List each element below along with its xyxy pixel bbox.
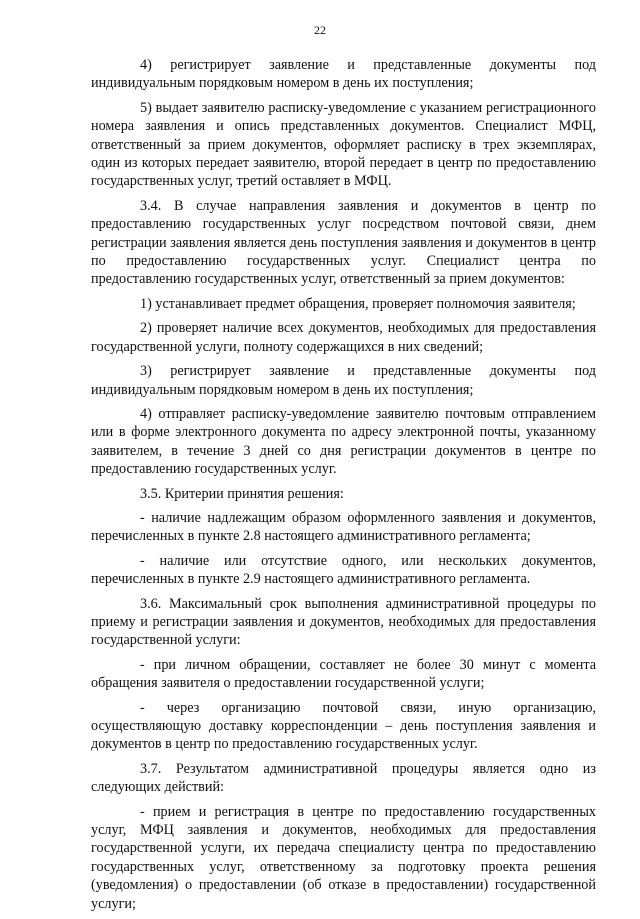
paragraph-item-4-send-receipt: 4) отправляет расписку-уведомление заявителю почтовым отправлением или в форме электронного документа по адресу электронной почты, указанному заявителем, в течение 3 дней со дня регистрации документов в центре по предоставлению государственных услуг. (91, 405, 596, 478)
paragraph-item-3-register: 3) регистрирует заявление и представленные документы под индивидуальным порядковым номером в день их поступления; (91, 363, 596, 398)
paragraph-item-4-register: 4) регистрирует заявление и представленные документы под индивидуальным порядковым номером в день их поступления; (91, 57, 596, 92)
paragraph-3-5-criteria: 3.5. Критерии принятия решения: (140, 485, 344, 502)
paragraph-item-5-receipt: 5) выдает заявителю расписку-уведомление с указанием регистрационного номера заявления и опись представленных документов. Специалист МФЦ, ответственный за прием документов, оформляет расписку в трех экземплярах, один из которых передает заявителю, второй передает в центр по предоставлению государственных услуг, третий оставляет в МФЦ. (91, 99, 596, 190)
paragraph-criteria-absence: - наличие или отсутствие одного, или нескольких документов, перечисленных в пункте 2.9 настоящего административного регламента. (91, 552, 596, 588)
paragraph-item-1-subject: 1) устанавливает предмет обращения, проверяет полномочия заявителя; (140, 295, 576, 312)
paragraph-result-acceptance: - прием и регистрация в центре по предоставлению государственных услуг, МФЦ заявления и документов, необходимых для предоставления государственной услуги, их передача специалисту центра по предоставлению государственных услуг, ответственному за подготовку проекта решения (уведомления) о предоставлении (об отказе в предоставлении) государственной услуги; (91, 803, 596, 912)
paragraph-3-7-result: 3.7. Результатом административной процедуры является одно из следующих действий: (91, 760, 596, 796)
document-body (91, 56, 596, 919)
paragraph-item-2-check: 2) проверяет наличие всех документов, необходимых для предоставления государственной услуги, полноту содержащихся в них сведений; (91, 320, 596, 355)
paragraph-term-personal: - при личном обращении, составляет не более 30 минут с момента обращения заявителя о предоставлении государственной услуги; (91, 656, 596, 692)
page-number: 22 (314, 23, 326, 37)
paragraph-3-6-max-term: 3.6. Максимальный срок выполнения административной процедуры по приему и регистрации заявления и документов, необходимых для предоставления государственной услуги: (91, 595, 596, 649)
paragraph-term-postal: - через организацию почтовой связи, иную организацию, осуществляющую доставку корреспонденции – день поступления заявления и документов в центр по предоставлению государственных услуг. (91, 699, 596, 753)
paragraph-criteria-presence: - наличие надлежащим образом оформленного заявления и документов, перечисленных в пункте 2.8 настоящего административного регламента; (91, 509, 596, 545)
paragraph-3-4-postal: 3.4. В случае направления заявления и документов в центр по предоставлению государственных услуг посредством почтовой связи, днем регистрации заявления является день поступления заявления и документов в центр по предоставлению государственных услуг. Специалист центра по предоставлению государственных услуг, ответственный за прием документов: (91, 197, 596, 288)
